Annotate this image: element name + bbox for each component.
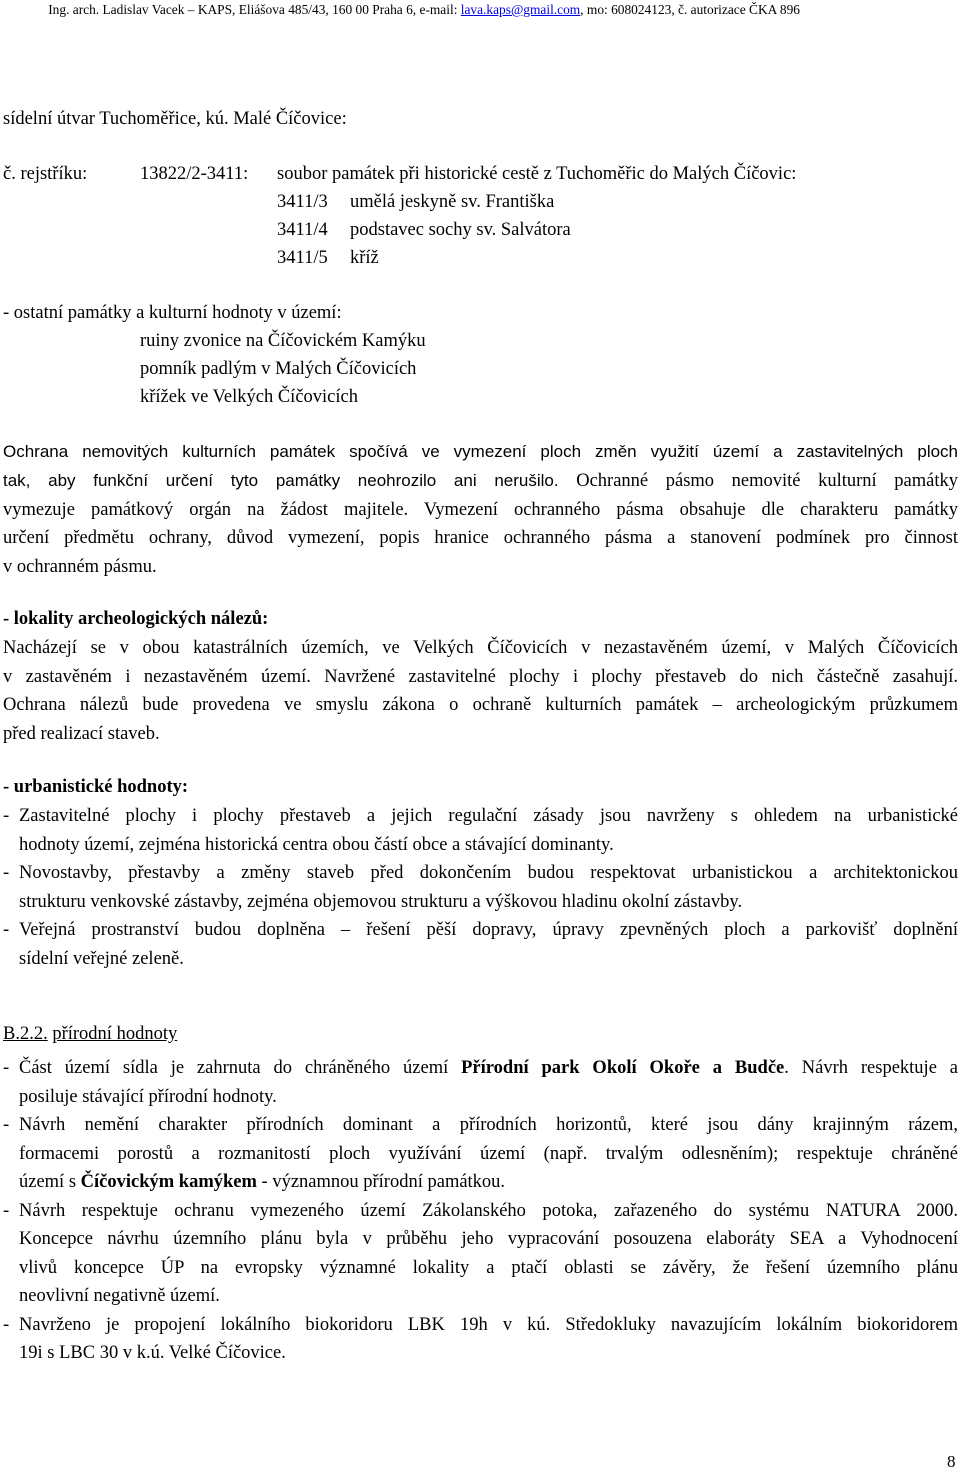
- registry-item-name: podstavec sochy sv. Salvátora: [350, 220, 571, 240]
- paragraph-segment: tak, aby funkční určení tyto památky neohrozilo ani nerušilo.: [3, 471, 559, 490]
- registry-item-name: kříž: [350, 248, 379, 268]
- natural-heading-number: B.2.2.: [3, 1024, 48, 1044]
- bullet-line: [19, 1054, 958, 1083]
- archaeology-paragraph: [3, 634, 958, 748]
- page-number: 8: [947, 1452, 956, 1471]
- registry-item-name: umělá jeskyně sv. Františka: [350, 192, 555, 212]
- kamyk-name: Číčovickým kamýkem: [80, 1172, 257, 1192]
- bullet-line: Zastavitelné plochy i plochy přestaveb a jejich regulační zásady jsou navrženy s ohledem na urbanistické: [19, 806, 958, 826]
- paragraph-line: vymezuje památkový orgán na žádost majitele. Vymezení ochranného pásma obsahuje dle charakteru památky: [3, 499, 958, 520]
- bullet-line: Navrženo je propojení lokálního biokoridoru LBK 19h v kú. Středokluky navazujícím lokálním biokoridorem: [19, 1314, 958, 1335]
- urban-heading: - urbanistické hodnoty:: [3, 777, 189, 797]
- bullet-line: Novostavby, přestavby a změny staveb před dokončením budou respektovat urbanistickou a architektonickou: [19, 863, 958, 883]
- header-email-link[interactable]: lava.kaps@gmail.com: [460, 2, 581, 17]
- header-suffix: , mo: 608024123, č. autorizace ČKA 896: [580, 2, 800, 17]
- other-monuments-heading: - ostatní památky a kulturní hodnoty v území:: [3, 303, 342, 323]
- other-monument-item: ruiny zvonice na Číčovickém Kamýku: [140, 331, 426, 351]
- bullet-line: hodnoty území, zejména historická centra obou částí obce a stávající dominanty.: [19, 834, 614, 855]
- registry-item-code: 3411/4: [277, 220, 328, 240]
- other-monument-item: křížek ve Velkých Číčovicích: [140, 387, 358, 407]
- paragraph-line: určení předmětu ochrany, důvod vymezení, popis hranice ochranného pásma a stanovení podmínek pro činnost: [3, 528, 958, 548]
- text-segment: Část území sídla je zahrnuta do chráněného území: [19, 1058, 462, 1078]
- registry-number: 13822/2-3411:: [140, 164, 249, 184]
- paragraph-segment: Ochranné pásmo nemovité kulturní památky: [576, 471, 959, 491]
- paragraph-line: Nacházejí se v obou katastrálních územích, ve Velkých Číčovicích v nezastavěném území, v Malých Číčovicích: [3, 638, 958, 658]
- paragraph-line: [3, 467, 958, 496]
- paragraph-line: v ochranném pásmu.: [3, 556, 157, 577]
- natural-bullets: - Část území sídla je zahrnuta do chráněného území Přírodní park Okolí Okoře a Budče. Návrh respektuje a posiluje stávající přírodní hodnoty. - Návrh nemění charakter přírodních dominant a přírodních horizontů, které jsou dány krajinným rázem, formacemi porostů a rozmanitostí ploch využívání území (např. trvalým odlesněním); respektuje chráněné území s Číčovickým kamýkem - významnou přírodní památkou. - Návrh respektuje ochranu vymezeného území Zákolanského potoka, zařazeného do systému NATURA 2000. Koncepce návrhu územního plánu byla v průběhu jeho vypracování posouzena elaboráty SEA a Vyhodnocení vlivů koncepce ÚP na evropsky významné lokality a ptačí oblasti se závěry, že řešení územního plánu neovlivní negativně území. - Navrženo je propojení lokálního biokoridoru LBK 19h v kú. Středokluky navazujícím lokálním biokoridorem 19i s LBC 30 v k.ú. Velké Číčovice.: [3, 1054, 958, 1368]
- page-header: [0, 2, 960, 22]
- header-prefix: Ing. arch. Ladislav Vacek – KAPS, Eliášova 485/43, 160 00 Praha 6, e-mail:: [48, 2, 461, 17]
- paragraph-line: v zastavěném i nezastavěném území. Navržené zastavitelné plochy i plochy přestaveb do nich částečně zasahují.: [3, 666, 958, 687]
- bullet-line: Veřejná prostranství budou doplněna – řešení pěší dopravy, úpravy zpevněných ploch a parkovišť doplnění: [19, 920, 958, 940]
- registry-item-code: 3411/5: [277, 248, 328, 268]
- paragraph-line: před realizací staveb.: [3, 723, 160, 744]
- other-monument-item: pomník padlým v Malých Číčovicích: [140, 359, 417, 379]
- bullet-line: posiluje stávající přírodní hodnoty.: [19, 1086, 277, 1107]
- bullet-line: Koncepce návrhu územního plánu byla v průběhu jeho vypracování posouzena elaboráty SEA a Vyhodnocení: [19, 1229, 958, 1249]
- bullet-line: strukturu venkovské zástavby, zejména objemovou strukturu a výškovou hladinu okolní zástavby.: [19, 891, 743, 912]
- urban-bullets: - Zastavitelné plochy i plochy přestaveb a jejich regulační zásady jsou navrženy s ohledem na urbanistické hodnoty území, zejména historická centra obou částí obce a stávající dominanty. - Novostavby, přestavby a změny staveb před dokončením budou respektovat urbanistickou a architektonickou strukturu venkovské zástavby, zejména objemovou strukturu a výškovou hladinu okolní zástavby. - Veřejná prostranství budou doplněna – řešení pěší dopravy, úpravy zpevněných ploch a parkovišť doplnění sídelní veřejné zeleně.: [3, 802, 958, 973]
- bullet-line: vlivů koncepce ÚP na evropsky významné lokality a ptačí oblasti se závěry, že řešení územního plánu: [19, 1257, 958, 1278]
- bullet-line: sídelní veřejné zeleně.: [19, 948, 184, 969]
- bullet-line: formacemi porostů a rozmanitostí ploch využívání území (např. trvalým odlesněním); respektuje chráněné: [19, 1143, 958, 1164]
- natural-heading-text: přírodní hodnoty: [52, 1024, 178, 1044]
- text-segment: . Návrh respektuje a: [784, 1058, 959, 1078]
- paragraph-line: Ochrana nálezů bude provedena ve smyslu zákona o ochraně kulturních památek – archeologickým průzkumem: [3, 695, 958, 715]
- protection-paragraph-2: [3, 467, 958, 581]
- settlement-heading: sídelní útvar Tuchoměřice, kú. Malé Číčovice:: [3, 109, 347, 129]
- bullet-line: neovlivní negativně území.: [19, 1286, 220, 1306]
- header-text: [48, 2, 800, 18]
- text-segment: - významnou přírodní památkou.: [256, 1172, 506, 1192]
- registry-label: č. rejstříku:: [3, 164, 88, 184]
- bullet-line: Návrh nemění charakter přírodních dominant a přírodních horizontů, které jsou dány krajinným rázem,: [19, 1115, 958, 1135]
- registry-item-code: 3411/3: [277, 192, 328, 212]
- protection-paragraph: [3, 438, 958, 467]
- text-segment: území s: [19, 1172, 81, 1192]
- registry-description: soubor památek při historické cestě z Tuchoměřic do Malých Číčovic:: [277, 164, 797, 184]
- natural-heading: [3, 1022, 177, 1046]
- park-name: Přírodní park Okolí Okoře a Budče: [461, 1058, 785, 1078]
- archaeology-heading: - lokality archeologických nálezů:: [3, 609, 269, 629]
- bullet-line: [19, 1168, 958, 1197]
- bullet-line: Návrh respektuje ochranu vymezeného území Zákolanského potoka, zařazeného do systému NATURA 2000.: [19, 1200, 958, 1221]
- bullet-line: 19i s LBC 30 v k.ú. Velké Číčovice.: [19, 1343, 286, 1363]
- paragraph-line: Ochrana nemovitých kulturních památek spočívá ve vymezení ploch změn využití území a zastavitelných ploch: [3, 442, 958, 461]
